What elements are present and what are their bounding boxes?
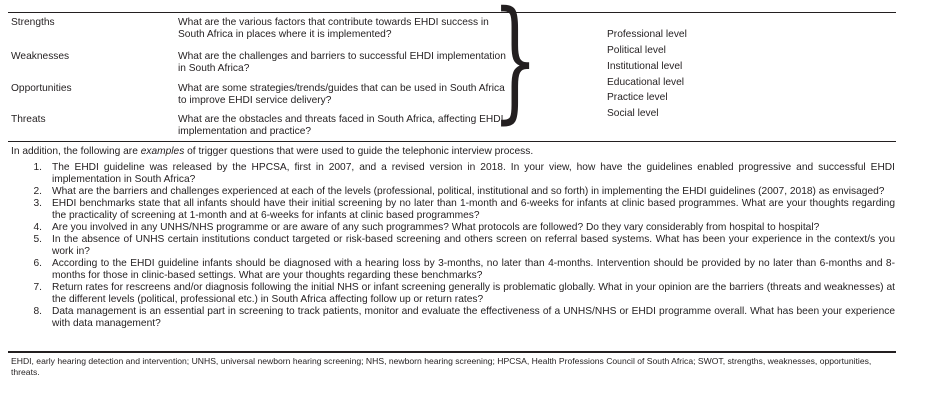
level-institutional: Institutional level bbox=[607, 61, 683, 72]
trigger-question-list bbox=[11, 162, 895, 330]
list-item bbox=[11, 306, 895, 329]
list-item-number: 7. bbox=[33, 282, 42, 294]
list-item bbox=[11, 198, 895, 221]
swot-question-weaknesses: What are the challenges and barriers to successful EHDI implementation in South Africa? bbox=[178, 51, 506, 74]
list-item-number: 6. bbox=[33, 258, 42, 270]
level-practice: Practice level bbox=[607, 92, 668, 103]
intro-after: of trigger questions that were used to guide the telephonic interview process. bbox=[184, 146, 534, 157]
list-item-text: What are the barriers and challenges experienced at each of the levels (professional, political, institutional and so forth) in implementing the EHDI guidelines (2007, 2018) as envisaged? bbox=[52, 185, 885, 197]
level-political: Political level bbox=[607, 45, 666, 56]
list-item-text: EHDI benchmarks state that all infants should have their initial screening by no later than 1-month and 6-weeks for infants at clinic based programmes. What are your thoughts regarding the practicality of screening at 1-month and at 6-weeks for infants at clinic based programmes? bbox=[52, 198, 895, 221]
list-item-number: 1. bbox=[33, 162, 42, 173]
swot-question-opportunities: What are some strategies/trends/guides that can be used in South Africa to improve EHDI service delivery? bbox=[178, 83, 505, 106]
list-item-number: 5. bbox=[33, 234, 42, 246]
swot-question-strengths: What are the various factors that contribute towards EHDI success in South Africa in places where it is implemented? bbox=[178, 17, 489, 40]
list-item-text: According to the EHDI guideline infants should be diagnosed with a hearing loss by 3-months, no later than 4-months. Intervention should be provided by no later than 6-months and 8-months for those in clinic-based settings. What are your thoughts regarding these benchmarks? bbox=[52, 258, 895, 281]
swot-label-strengths: Strengths bbox=[11, 17, 55, 28]
list-item bbox=[11, 222, 895, 234]
list-item bbox=[11, 234, 895, 257]
list-item-number: 4. bbox=[33, 222, 42, 234]
list-item-number: 2. bbox=[33, 185, 42, 197]
bottom-rule bbox=[8, 351, 896, 353]
level-educational: Educational level bbox=[607, 77, 685, 88]
level-professional: Professional level bbox=[607, 29, 687, 40]
list-item-text: Return rates for rescreens and/or diagnosis following the initial NHS or infant screening generally is problematic globally. What in your opinion are the barriers (threats and weaknesses) at the different levels (political, professional etc.) in South Africa affecting follow up or return rates? bbox=[52, 282, 895, 305]
list-item bbox=[11, 282, 895, 305]
list-item-text: In the absence of UNHS certain institutions conduct targeted or risk-based screening and others screen on referral based systems. What has been your experience in the context/s you work in? bbox=[52, 234, 895, 257]
swot-label-threats: Threats bbox=[11, 114, 46, 125]
swot-label-opportunities: Opportunities bbox=[11, 83, 72, 94]
right-curly-brace: } bbox=[492, 0, 539, 137]
list-item-number: 8. bbox=[33, 305, 42, 317]
section-rule bbox=[8, 141, 896, 142]
list-item bbox=[11, 186, 895, 198]
list-item-number: 3. bbox=[33, 198, 42, 210]
list-item-text: Data management is an essential part in screening to track patients, monitor and evaluate the effectiveness of a UNHS/NHS or EHDI programme overall. What has been your experience with data management? bbox=[52, 305, 895, 329]
intro-emphasis: examples bbox=[140, 146, 185, 157]
top-rule bbox=[8, 12, 896, 13]
list-item bbox=[11, 162, 895, 185]
list-item-text: Are you involved in any UNHS/NHS programme or are aware of any such programmes? What protocols are followed? Do they vary considerably from hospital to hospital? bbox=[52, 222, 820, 234]
swot-question-threats: What are the obstacles and threats faced in South Africa, affecting EHDI implementation and practice? bbox=[178, 114, 504, 137]
swot-label-weaknesses: Weaknesses bbox=[11, 51, 70, 62]
table-footnote: EHDI, early hearing detection and intervention; UNHS, universal newborn hearing screening; NHS, newborn hearing screening; HPCSA, Health Professions Council of South Africa; SWOT, strengths, weaknesses, opportunities, threats. bbox=[11, 356, 872, 377]
intro-text bbox=[11, 146, 533, 158]
list-item bbox=[11, 258, 895, 281]
level-social: Social level bbox=[607, 108, 659, 119]
intro-before: In addition, the following are bbox=[11, 146, 141, 157]
list-item-text: The EHDI guideline was released by the HPCSA, first in 2007, and a revised version in 2018. In your view, how have the guidelines enabled progressive and successful EHDI implementation in South Africa? bbox=[52, 162, 895, 185]
